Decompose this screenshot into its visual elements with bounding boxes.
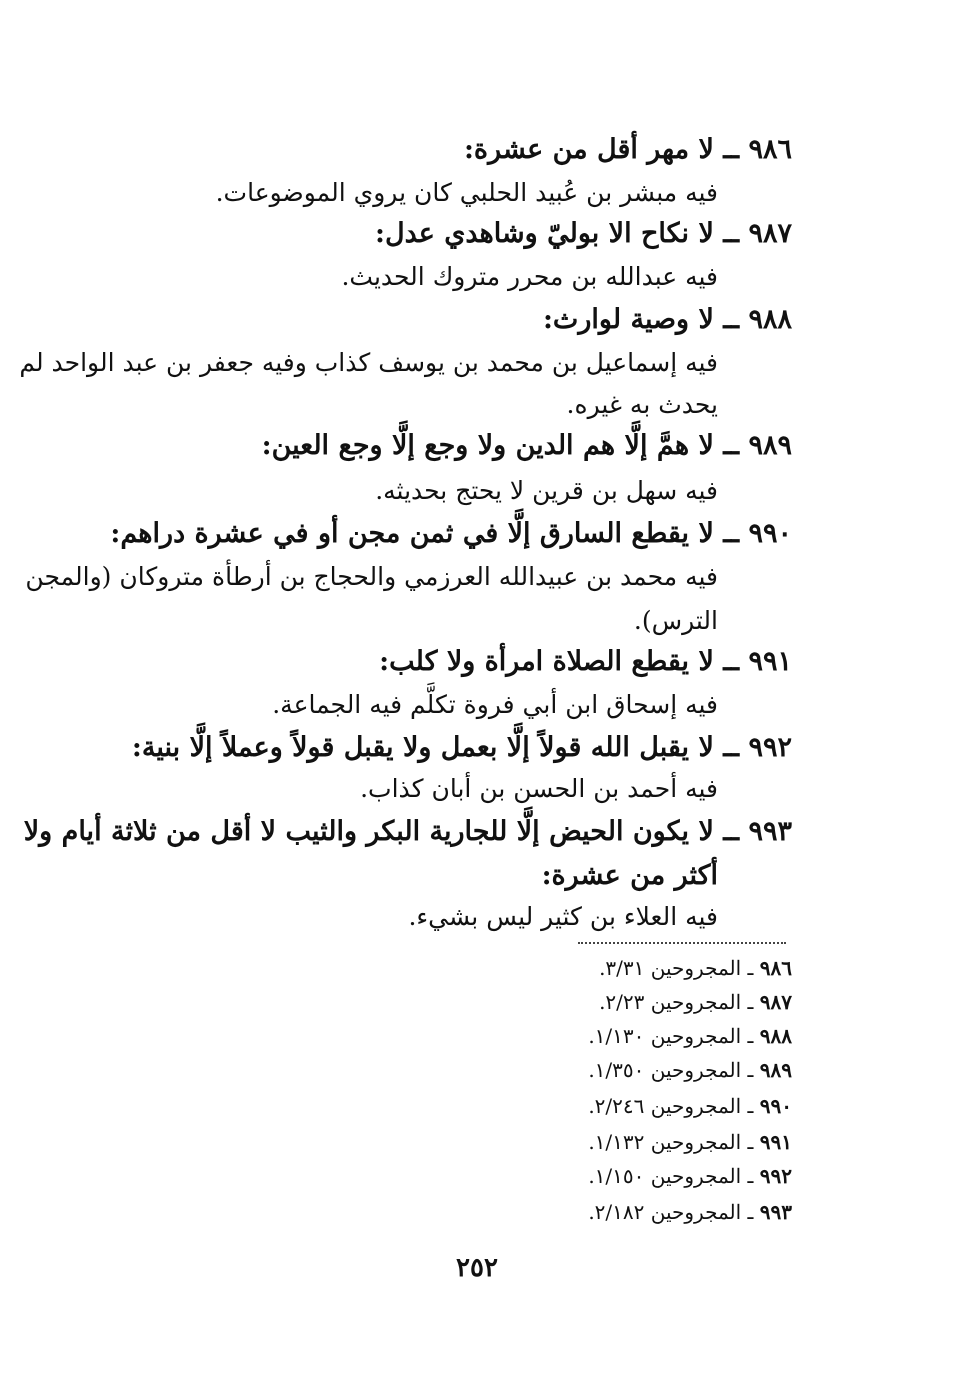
entry-990-text-line-2: الترس).: [633, 606, 718, 635]
footnote-number: ٩٨٩: [759, 1058, 792, 1082]
footnote-text: ـ المجروحين ١/١٣٢.: [588, 1130, 754, 1154]
entry-992-heading: ٩٩٢ ــ لا يقبل الله قولاً إلَّا بعمل ولا يقبل قولاً وعملاً إلَّا بنية:: [131, 732, 792, 763]
entry-987-heading: ٩٨٧ ــ لا نكاح الا بوليّ وشاهدي عدل:: [374, 218, 792, 249]
entry-986-heading: ٩٨٦ ــ لا مهر أقل من عشرة:: [463, 134, 792, 165]
entry-988-text-line-1: فيه إسماعيل بن محمد بن يوسف كذاب وفيه جعفر بن عبد الواحد لم: [19, 348, 718, 377]
entry-989-heading: ٩٨٩ ــ لا همَّ إلَّا هم الدين ولا وجع إلَّا وجع العين:: [261, 430, 792, 461]
entry-993-heading-line-1: ٩٩٣ ــ لا يكون الحيض إلَّا للجارية البكر والثيب لا أقل من ثلاثة أيام ولا: [23, 816, 792, 847]
footnote-number: ٩٩١: [759, 1130, 792, 1154]
footnote-993: [588, 1202, 792, 1222]
footnote-number: ٩٩٣: [759, 1200, 792, 1224]
footnote-986: [599, 958, 792, 978]
entry-992-text: فيه أحمد بن الحسن بن أبان كذاب.: [360, 774, 718, 803]
footnote-separator: [578, 942, 786, 944]
footnote-number: ٩٩٠: [759, 1094, 792, 1118]
entry-993-heading-line-2: أكثر من عشرة:: [541, 860, 718, 891]
footnote-991: [588, 1132, 792, 1152]
footnote-992: [588, 1166, 792, 1186]
footnote-989: [588, 1060, 792, 1080]
entry-990-text-line-1: فيه محمد بن عبيدالله العرزمي والحجاج بن أرطأة متروكان (والمجن: [25, 562, 718, 591]
footnote-988: [588, 1026, 792, 1046]
footnote-text: ـ المجروحين ١/٣٥٠.: [588, 1058, 754, 1082]
footnote-text: ـ المجروحين ١/١٥٠.: [588, 1164, 754, 1188]
footnote-text: ـ المجروحين ١/١٣٠.: [588, 1024, 754, 1048]
entry-988-heading: ٩٨٨ ــ لا وصية لوارث:: [542, 304, 792, 335]
entry-987-text: فيه عبدالله بن محرر متروك الحديث.: [341, 262, 718, 291]
footnote-number: ٩٨٦: [759, 956, 792, 980]
entry-986-text: فيه مبشر بن عُبيد الحلبي كان يروي الموضوعات.: [215, 178, 718, 207]
entry-988-text-line-2: يحدث به غيره.: [566, 390, 718, 419]
entry-990-heading: ٩٩٠ ــ لا يقطع السارق إلَّا في ثمن مجن أو في عشرة دراهم:: [110, 518, 792, 549]
page-number: ٢٥٢: [456, 1253, 498, 1283]
footnote-number: ٩٩٢: [759, 1164, 792, 1188]
entry-991-text: فيه إسحاق ابن أبي فروة تكلَّم فيه الجماعة.: [272, 690, 718, 719]
footnote-text: ـ المجروحين ٢/٢٤٦.: [588, 1094, 754, 1118]
entry-989-text: فيه سهل بن قرين لا يحتج بحديثه.: [375, 476, 718, 505]
footnote-987: [599, 992, 792, 1012]
footnote-text: ـ المجروحين ٢/١٨٢.: [588, 1200, 754, 1224]
footnote-990: [588, 1096, 792, 1116]
footnote-text: ـ المجروحين ٢/٢٣.: [599, 990, 754, 1014]
entry-993-text: فيه العلاء بن كثير ليس بشيء.: [408, 902, 718, 931]
footnote-number: ٩٨٨: [759, 1024, 792, 1048]
footnote-text: ـ المجروحين ٣/٣١.: [599, 956, 754, 980]
entry-991-heading: ٩٩١ ــ لا يقطع الصلاة امرأة ولا كلب:: [379, 646, 792, 677]
footnote-number: ٩٨٧: [759, 990, 792, 1014]
